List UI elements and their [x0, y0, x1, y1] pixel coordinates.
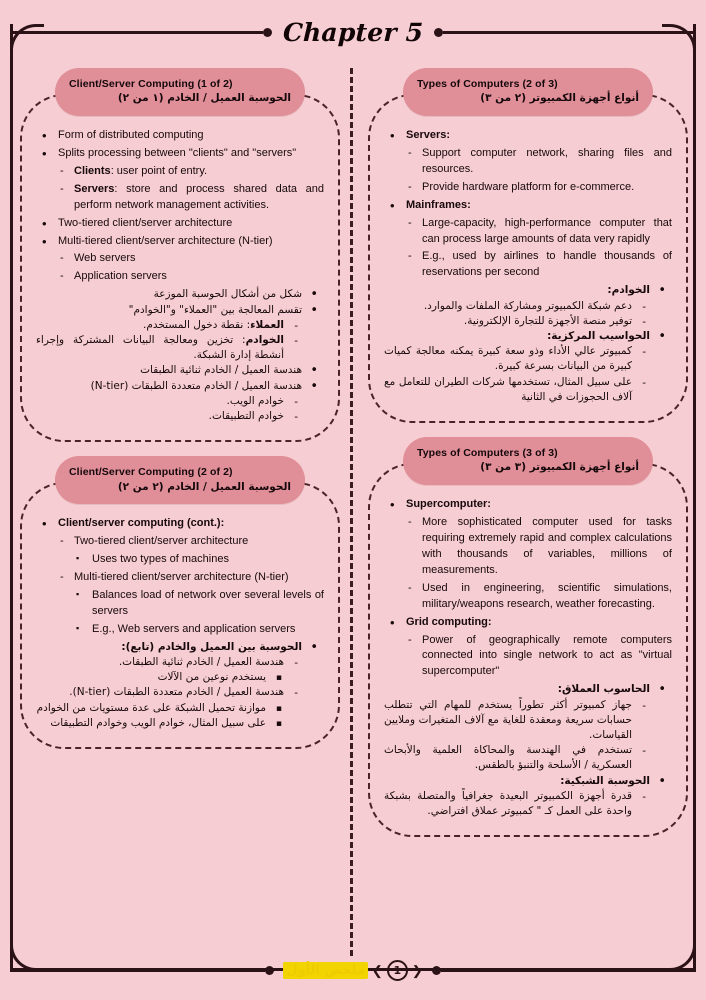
bullet-list-ar — [384, 283, 672, 405]
left-column — [20, 68, 340, 763]
list-item: • Two-tiered client/server architecture — [36, 216, 324, 232]
list-item: ▪ Balances load of network over several levels of servers — [36, 588, 324, 620]
header-rule-right — [443, 31, 696, 34]
list-item: - Web servers — [36, 251, 324, 267]
header-dot-right — [434, 28, 443, 37]
bullet-list-en — [384, 497, 672, 680]
card-client-server-1 — [20, 68, 340, 442]
page-header — [10, 12, 696, 52]
footer-logo — [274, 960, 431, 981]
list-item: • شكل من أشكال الحوسبة الموزعة — [36, 287, 324, 302]
list-item: ▪ على سبيل المثال، خوادم الويب وخوادم التطبيقات — [36, 716, 324, 731]
bullet-list-ar — [384, 682, 672, 819]
badge-number-icon: 1 — [387, 960, 408, 981]
list-item: - هندسة العميل / الخادم ثنائية الطبقات. — [36, 655, 324, 670]
card-title-pill — [403, 437, 653, 485]
list-item: - Servers: store and process shared data and perform network management activities. — [36, 182, 324, 214]
bullet-list-en — [384, 128, 672, 281]
column-divider — [350, 68, 353, 956]
list-item: - خوادم الويب. — [36, 394, 324, 409]
card-title-ar: أنواع أجهزة الكمبيوتر (٢ من ٣) — [480, 92, 639, 105]
list-item: • Grid computing: — [384, 615, 672, 631]
page-border-left — [10, 24, 13, 968]
card-title-ar: أنواع أجهزة الكمبيوتر (٣ من ٣) — [480, 461, 639, 474]
list-item: - جهاز كمبيوتر أكثر تطوراً يستخدم للمهام التي تتطلب حسابات سريعة ومعقدة للغاية مع آلاف المتغيرات وملايين القياسات. — [384, 698, 672, 744]
card-client-server-2 — [20, 456, 340, 749]
bullet-list-en — [36, 128, 324, 285]
header-rule-left — [10, 31, 263, 34]
list-item: • Form of distributed computing — [36, 128, 324, 144]
card-title-en: Client/Server Computing (1 of 2) — [69, 78, 233, 90]
card-body — [20, 94, 340, 442]
card-body — [368, 463, 688, 837]
list-item: - Application servers — [36, 269, 324, 285]
card-title-en: Types of Computers (2 of 3) — [417, 78, 558, 90]
list-item: - Clients: user point of entry. — [36, 164, 324, 180]
footer-rule-right — [441, 969, 696, 972]
list-item: - على سبيل المثال، تستخدمها شركات الطيران للتعامل مع آلاف الحجوزات في الثانية — [384, 375, 672, 405]
card-types-3-of-3 — [368, 437, 688, 837]
card-body — [20, 482, 340, 749]
laurel-right-icon: ❯ — [411, 962, 423, 978]
right-column — [368, 68, 688, 851]
list-item: • هندسة العميل / الخادم متعددة الطبقات (N-tier) — [36, 379, 324, 394]
list-item: • الحواسيب المركزية: — [384, 329, 672, 344]
list-item: - Multi-tiered client/server architecture (N-tier) — [36, 570, 324, 586]
bullet-list-ar — [36, 287, 324, 424]
list-item: • هندسة العميل / الخادم ثنائية الطبقات — [36, 363, 324, 378]
footer-logo-text: ملخص الأول — [283, 962, 368, 979]
page-border-right — [693, 24, 696, 968]
list-item: • Multi-tiered client/server architecture (N-tier) — [36, 234, 324, 250]
bullet-list-ar — [36, 640, 324, 731]
footer-rule-left — [10, 969, 265, 972]
footer-dot-right — [432, 966, 441, 975]
page-title: Chapter 5 — [282, 17, 424, 47]
card-title-pill — [55, 456, 305, 504]
list-item: ▪ يستخدم نوعين من الآلات — [36, 670, 324, 685]
list-item: - More sophisticated computer used for tasks requiring extremely rapid and complex calculations with thousands of variables, millions of measurements. — [384, 515, 672, 579]
bullet-list-en — [36, 516, 324, 638]
list-item: - Used in engineering, scientific simulations, military/weapons research, weather forecasting. — [384, 581, 672, 613]
list-item: • Mainframes: — [384, 198, 672, 214]
list-item: - Provide hardware platform for e-commerce. — [384, 180, 672, 196]
header-dot-left — [263, 28, 272, 37]
list-item: • Supercomputer: — [384, 497, 672, 513]
card-title-en: Client/Server Computing (2 of 2) — [69, 466, 233, 479]
card-title-ar: الحوسبة العميل / الخادم (١ من ٢) — [117, 92, 291, 105]
list-item: • تقسم المعالجة بين "العملاء" و"الخوادم" — [36, 303, 324, 318]
card-title-ar: الحوسبة العميل / الخادم (٢ من ٢) — [117, 480, 291, 493]
laurel-left-icon: ❮ — [371, 962, 383, 978]
list-item: - خوادم التطبيقات. — [36, 409, 324, 424]
list-item: - Large-capacity, high-performance computer that can process large amounts of data very rapidly — [384, 216, 672, 248]
list-item: • الحوسبة بين العميل والخادم (تابع): — [36, 640, 324, 655]
list-item: • الحوسبة الشبكية: — [384, 774, 672, 789]
card-title-pill — [55, 68, 305, 116]
list-item: - Support computer network, sharing files and resources. — [384, 146, 672, 178]
page-footer — [10, 951, 696, 989]
list-item: • Client/server computing (cont.): — [36, 516, 324, 532]
list-item: - الخوادم: تخزين ومعالجة البيانات المشتركة وإجراء أنشطة إدارة الشبكة. — [36, 333, 324, 363]
card-types-2-of-3 — [368, 68, 688, 423]
list-item: - E.g., used by airlines to handle thousands of reservations per second — [384, 249, 672, 281]
list-item: ▪ E.g., Web servers and application servers — [36, 622, 324, 638]
list-item: - توفير منصة الأجهزة للتجارة الإلكترونية. — [384, 314, 672, 329]
list-item: - هندسة العميل / الخادم متعددة الطبقات (N-tier). — [36, 685, 324, 700]
list-item: - العملاء: نقطة دخول المستخدم. — [36, 318, 324, 333]
list-item: - Power of geographically remote computers connected into single network to act as "virtual supercomputer" — [384, 633, 672, 681]
list-item: - كمبيوتر عالي الأداء وذو سعة كبيرة يمكنه معالجة كميات كبيرة من البيانات بسرعة كبيرة. — [384, 344, 672, 374]
card-title-en: Types of Computers (3 of 3) — [417, 447, 558, 460]
list-item: • الخوادم: — [384, 283, 672, 298]
list-item: - تستخدم في الهندسة والمحاكاة العلمية والأبحاث العسكرية / الأسلحة والتنبؤ بالطقس. — [384, 743, 672, 773]
list-item: - قدرة أجهزة الكمبيوتر البعيدة جغرافياً والمتصلة بشبكة واحدة على العمل كـ " كمبيوتر عملاق افتراضي. — [384, 789, 672, 819]
list-item: • الحاسوب العملاق: — [384, 682, 672, 697]
card-body — [368, 94, 688, 423]
list-item: • Servers: — [384, 128, 672, 144]
list-item: ▪ Uses two types of machines — [36, 552, 324, 568]
list-item: ▪ موازنة تحميل الشبكة على عدة مستويات من الخوادم — [36, 701, 324, 716]
list-item: - Two-tiered client/server architecture — [36, 534, 324, 550]
card-title-pill — [403, 68, 653, 116]
list-item: - دعم شبكة الكمبيوتر ومشاركة الملفات والموارد. — [384, 299, 672, 314]
footer-dot-left — [265, 966, 274, 975]
list-item: • Splits processing between "clients" and "servers" — [36, 146, 324, 162]
